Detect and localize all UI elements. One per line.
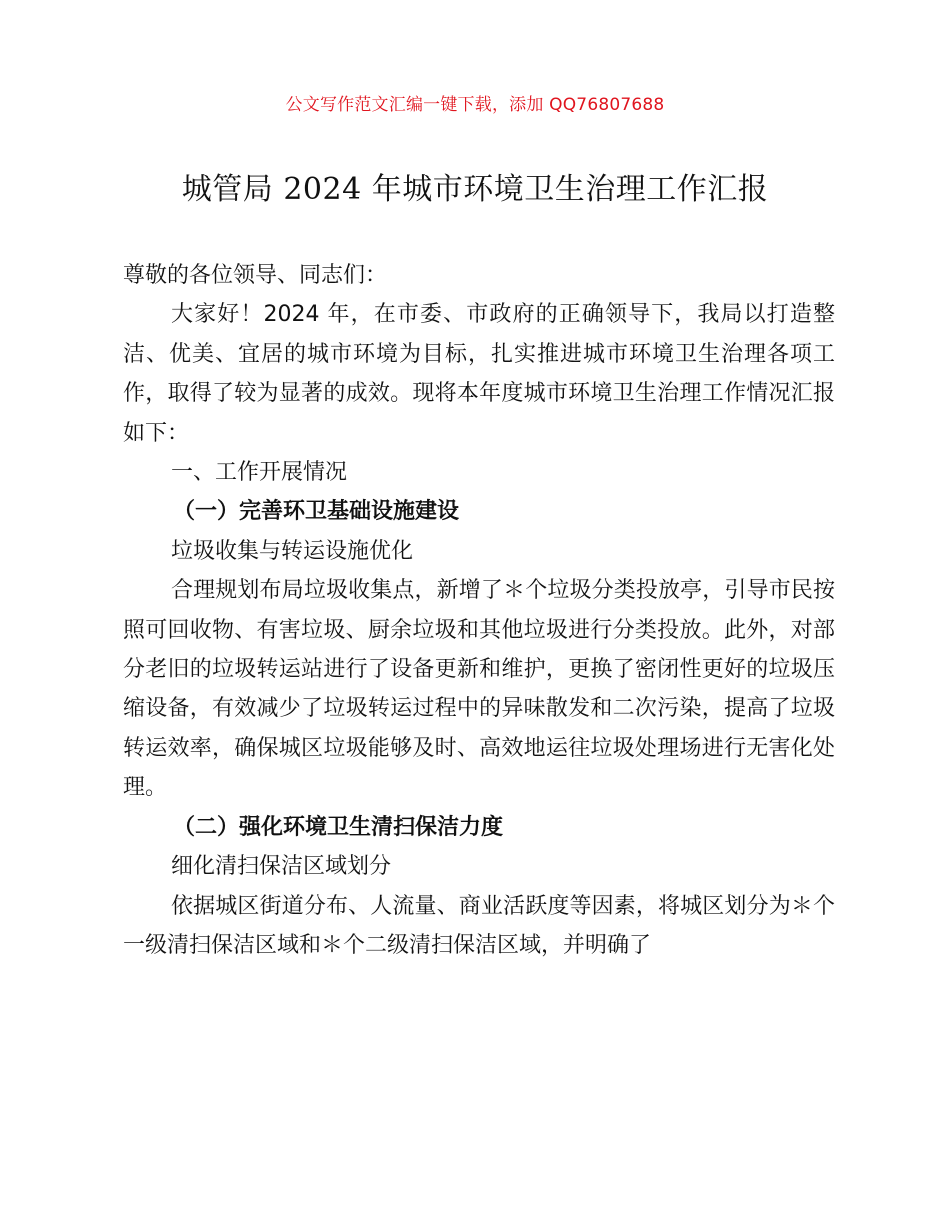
subsection-heading: （一）完善环卫基础设施建设 [173, 499, 460, 525]
download-banner: 公文写作范文汇编一键下载，添加 QQ76807688 [285, 95, 665, 115]
item-paragraph: 合理规划布局垃圾收集点，新增了＊个垃圾分类投放亭，引导市民按照可回收物、有害垃圾、厨余垃圾和其他垃圾进行分类投放。此外，对部分老旧的垃圾转运站进行了设备更新和维护，更换了密闭性更好的垃圾压缩设备，有效减少了垃圾转运过程中的异味散发和二次污染，提高了垃圾转运效率，确保城区垃圾能够及时、高效地运往垃圾处理场进行无害化处理。 [123, 578, 835, 801]
section-heading: 一、工作开展情况 [171, 460, 348, 486]
item-paragraph: 依据城区街道分布、人流量、商业活跃度等因素，将城区划分为＊个一级清扫保洁区域和＊个二级清扫保洁区域，并明确了 [123, 893, 835, 958]
item-title: 细化清扫保洁区域划分 [171, 854, 392, 880]
document-body [123, 256, 835, 965]
salutation: 尊敬的各位领导、同志们： [123, 263, 388, 288]
subsection-heading: （二）强化环境卫生清扫保洁力度 [173, 814, 504, 840]
item-title: 垃圾收集与转运设施优化 [171, 538, 414, 564]
intro-paragraph: 大家好！2024 年，在市委、市政府的正确领导下，我局以打造整洁、优美、宜居的城市环境为目标，扎实推进城市环境卫生治理各项工作，取得了较为显著的成效。现将本年度城市环境卫生治理工作情况汇报如下： [123, 302, 835, 446]
document-title: 城管局 2024 年城市环境卫生治理工作汇报 [181, 172, 769, 207]
